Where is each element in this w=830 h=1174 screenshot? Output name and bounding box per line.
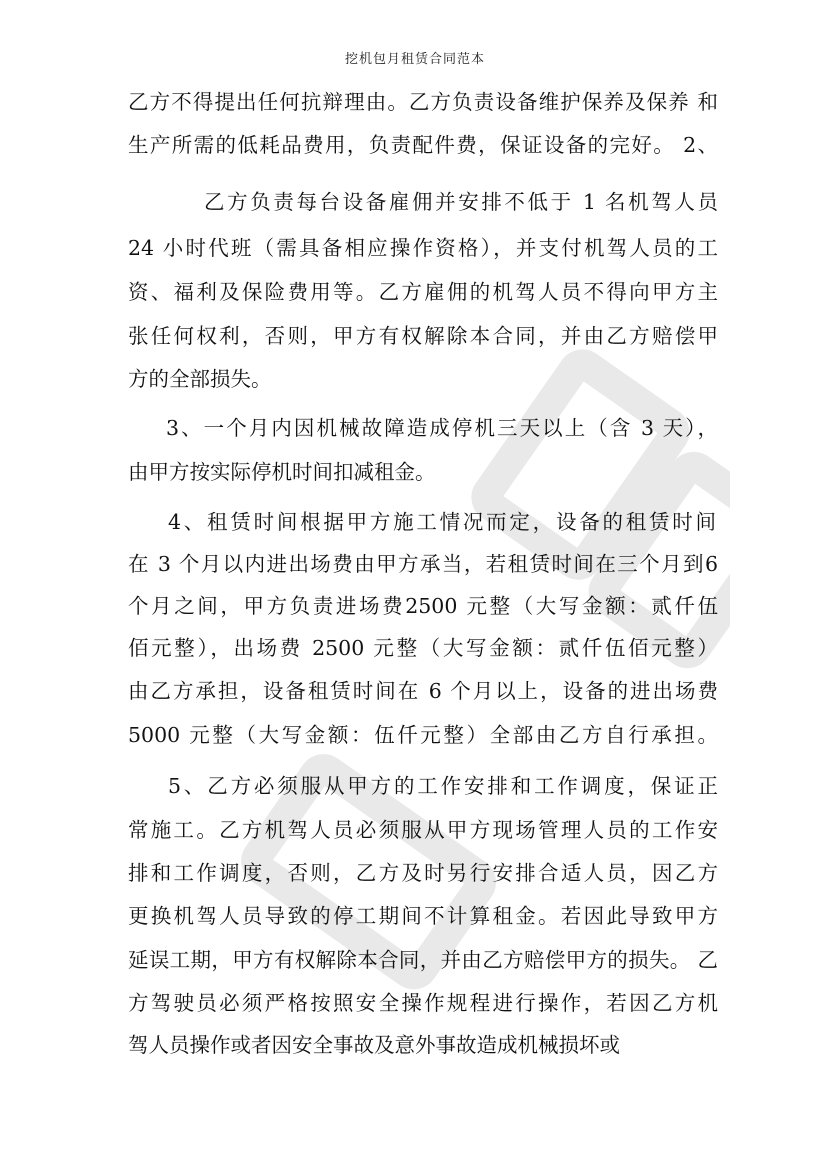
text-line: 常施工。乙方机驾人员必须服从甲方现场管理人员的工作安 bbox=[128, 818, 718, 842]
text-line: 佰元整），出场费 2500 元整（大写金额：贰仟伍佰元整） bbox=[128, 636, 718, 660]
text-line: 方的全部损失。 bbox=[128, 367, 272, 391]
text-line: 由乙方承担，设备租赁时间在 6 个月以上，设备的进出场费 bbox=[128, 679, 718, 703]
text-line: 方驾驶员必须严格按照安全操作规程进行操作，若因乙方机 bbox=[128, 991, 718, 1015]
text-line: 在 3 个月以内进出场费由甲方承当，若租赁时间在三个月到6 bbox=[128, 552, 718, 576]
text-line: 更换机驾人员导致的停工期间不计算租金。若因此导致甲方 bbox=[128, 904, 718, 928]
text-line: 张任何权利，否则，甲方有权解除本合同，并由乙方赔偿甲 bbox=[128, 324, 718, 348]
text-line: 资、福利及保险费用等。乙方雇佣的机驾人员不得向甲方主 bbox=[128, 280, 718, 304]
text-line: 个月之间，甲方负责进场费2500 元整（大写金额：贰仟伍 bbox=[128, 594, 718, 618]
text-line: 4、租赁时间根据甲方施工情况而定，设备的租赁时间 bbox=[168, 510, 716, 534]
text-line: 5000 元整（大写金额：伍仟元整）全部由乙方自行承担。 bbox=[128, 723, 718, 747]
text-line: 3、一个月内因机械故障造成停机三天以上（含 3 天）， bbox=[166, 416, 718, 440]
text-line: 驾人员操作或者因安全事故及意外事故造成机械损坏或 bbox=[128, 1033, 620, 1057]
text-line: 24 小时代班（需具备相应操作资格），并支付机驾人员的工 bbox=[128, 236, 718, 260]
text-line: 乙方负责每台设备雇佣并安排不低于 1 名机驾人员 bbox=[204, 190, 718, 214]
page-header: 挖机包月租赁合同范本 bbox=[344, 52, 485, 67]
text-line: 5、乙方必须服从甲方的工作安排和工作调度，保证正 bbox=[168, 774, 718, 798]
text-line: 由甲方按实际停机时间扣减租金。 bbox=[128, 460, 436, 484]
text-line: 延误工期，甲方有权解除本合同，并由乙方赔偿甲方的损失。 乙 bbox=[128, 948, 718, 972]
text-line: 生产所需的低耗品费用，负责配件费，保证设备的完好。 2、 bbox=[128, 133, 718, 157]
text-line: 排和工作调度，否则，乙方及时另行安排合适人员，因乙方 bbox=[128, 861, 718, 885]
text-line: 乙方不得提出任何抗辩理由。乙方负责设备维护保养及保养 和 bbox=[128, 90, 718, 114]
